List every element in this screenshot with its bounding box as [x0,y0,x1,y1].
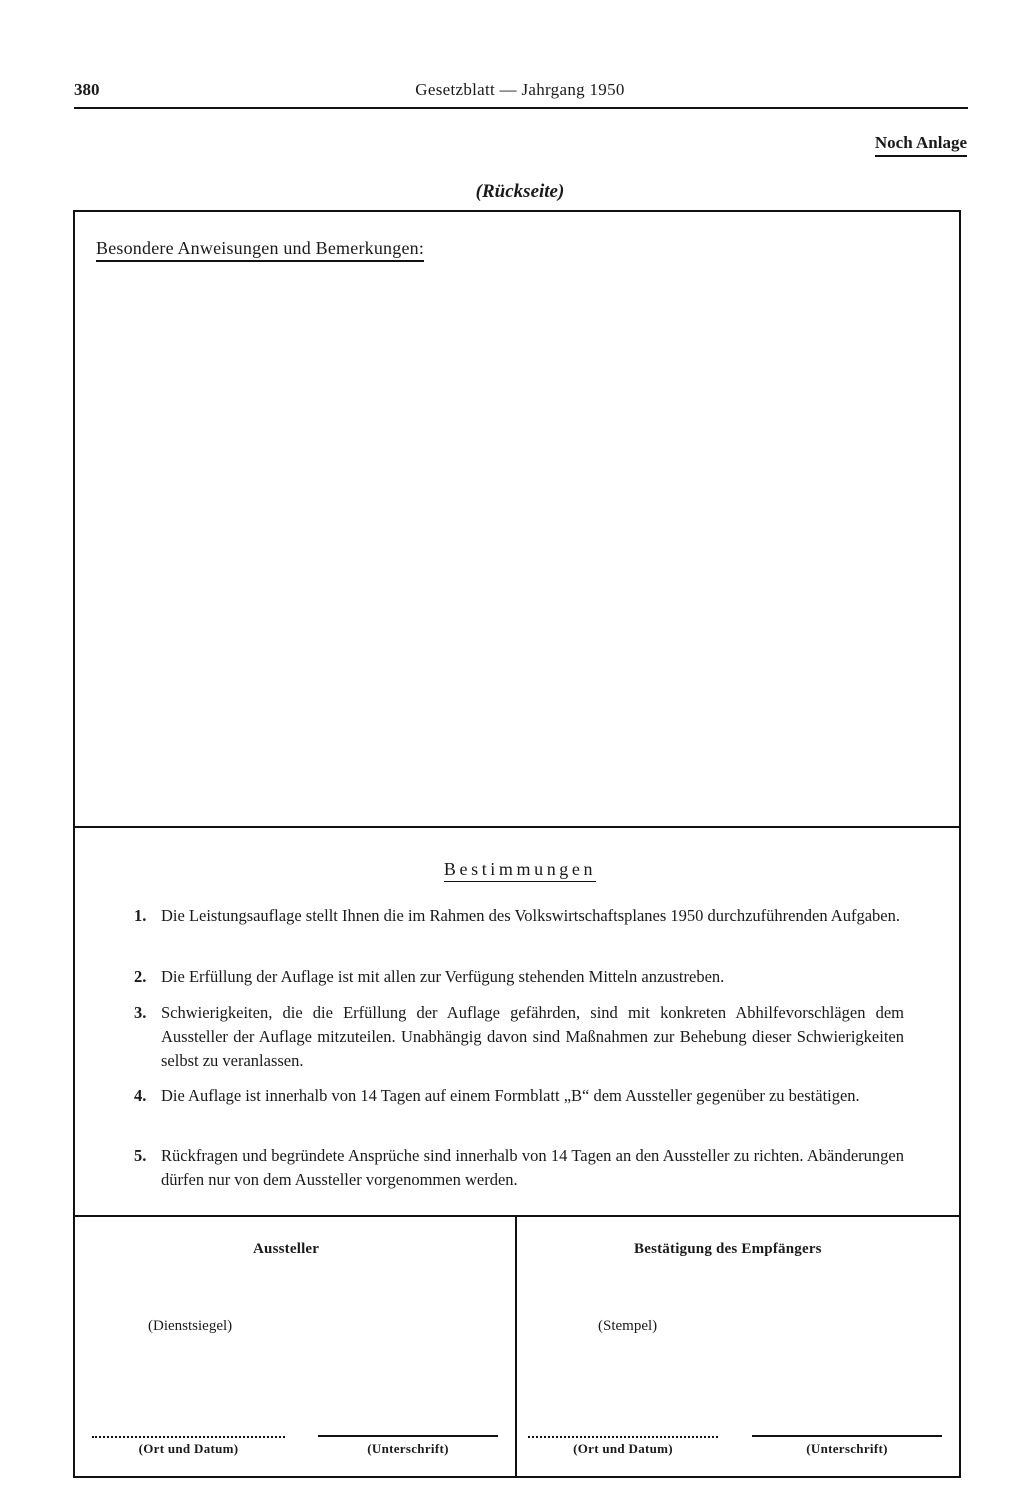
rule-number: 2. [134,967,147,986]
header-rule [74,107,968,109]
rule-text: Die Erfüllung der Auflage ist mit allen zur Verfügung stehenden Mitteln anzustreben. [161,967,725,986]
rule-item-5 [134,1144,904,1192]
issuer-title: Aussteller [253,1241,320,1257]
remarks-divider [75,826,960,828]
recipient-stamp-label: (Stempel) [598,1318,658,1334]
rule-number: 1. [134,906,147,925]
rule-item-1 [134,904,904,928]
rule-item-2 [134,965,904,989]
rule-text: Rückfragen und begründete Ansprüche sind innerhalb von 14 Tagen an den Aussteller zu richten. Abänderungen dürfen nur von dem Aussteller vorgenommen werden. [161,1146,904,1189]
rule-number: 3. [134,1003,147,1022]
recipient-title: Bestätigung des Empfängers [634,1241,822,1257]
issuer-signature-line[interactable] [318,1435,498,1437]
recipient-place-date-line[interactable] [528,1436,718,1438]
rule-number: 4. [134,1086,147,1105]
recipient-signature-line[interactable] [752,1435,942,1437]
page-number: 380 [74,80,100,99]
recipient-place-date-label: (Ort und Datum) [573,1441,673,1456]
rules-title-text: Bestimmungen [444,859,596,882]
rules-divider [75,1215,960,1217]
issuer-seal-label: (Dienstsiegel) [148,1318,233,1334]
rule-number: 5. [134,1146,147,1165]
rule-text: Die Auflage ist innerhalb von 14 Tagen auf einem Formblatt „B“ dem Aussteller gegenüber zu bestätigen. [161,1086,860,1105]
signature-column-divider [515,1217,517,1476]
remarks-heading: Besondere Anweisungen und Bemerkungen: [96,238,424,262]
recipient-signature-label: (Unterschrift) [806,1441,888,1456]
side-label: (Rückseite) [475,181,565,202]
rule-text: Schwierigkeiten, die die Erfüllung der Auflage gefährden, sind mit konkreten Abhilfevorschlägen dem Aussteller der Auflage mitzuteilen. Unabhängig davon sind Maßnahmen zur Behebung dieser Schwierigkeiten selbst zu veranlassen. [161,1003,904,1070]
rule-item-4 [134,1084,904,1108]
issuer-place-date-label: (Ort und Datum) [138,1441,239,1456]
annex-label: Noch Anlage [875,133,967,157]
rule-item-3 [134,1001,904,1073]
running-head: Gesetzblatt — Jahrgang 1950 [415,80,625,99]
issuer-place-date-line[interactable] [92,1436,285,1438]
remarks-field[interactable] [96,270,946,810]
rules-title [0,859,1024,880]
issuer-signature-label: (Unterschrift) [367,1441,449,1456]
rule-text: Die Leistungsauflage stellt Ihnen die im Rahmen des Volkswirtschaftsplanes 1950 durchzuführenden Aufgaben. [161,906,900,925]
